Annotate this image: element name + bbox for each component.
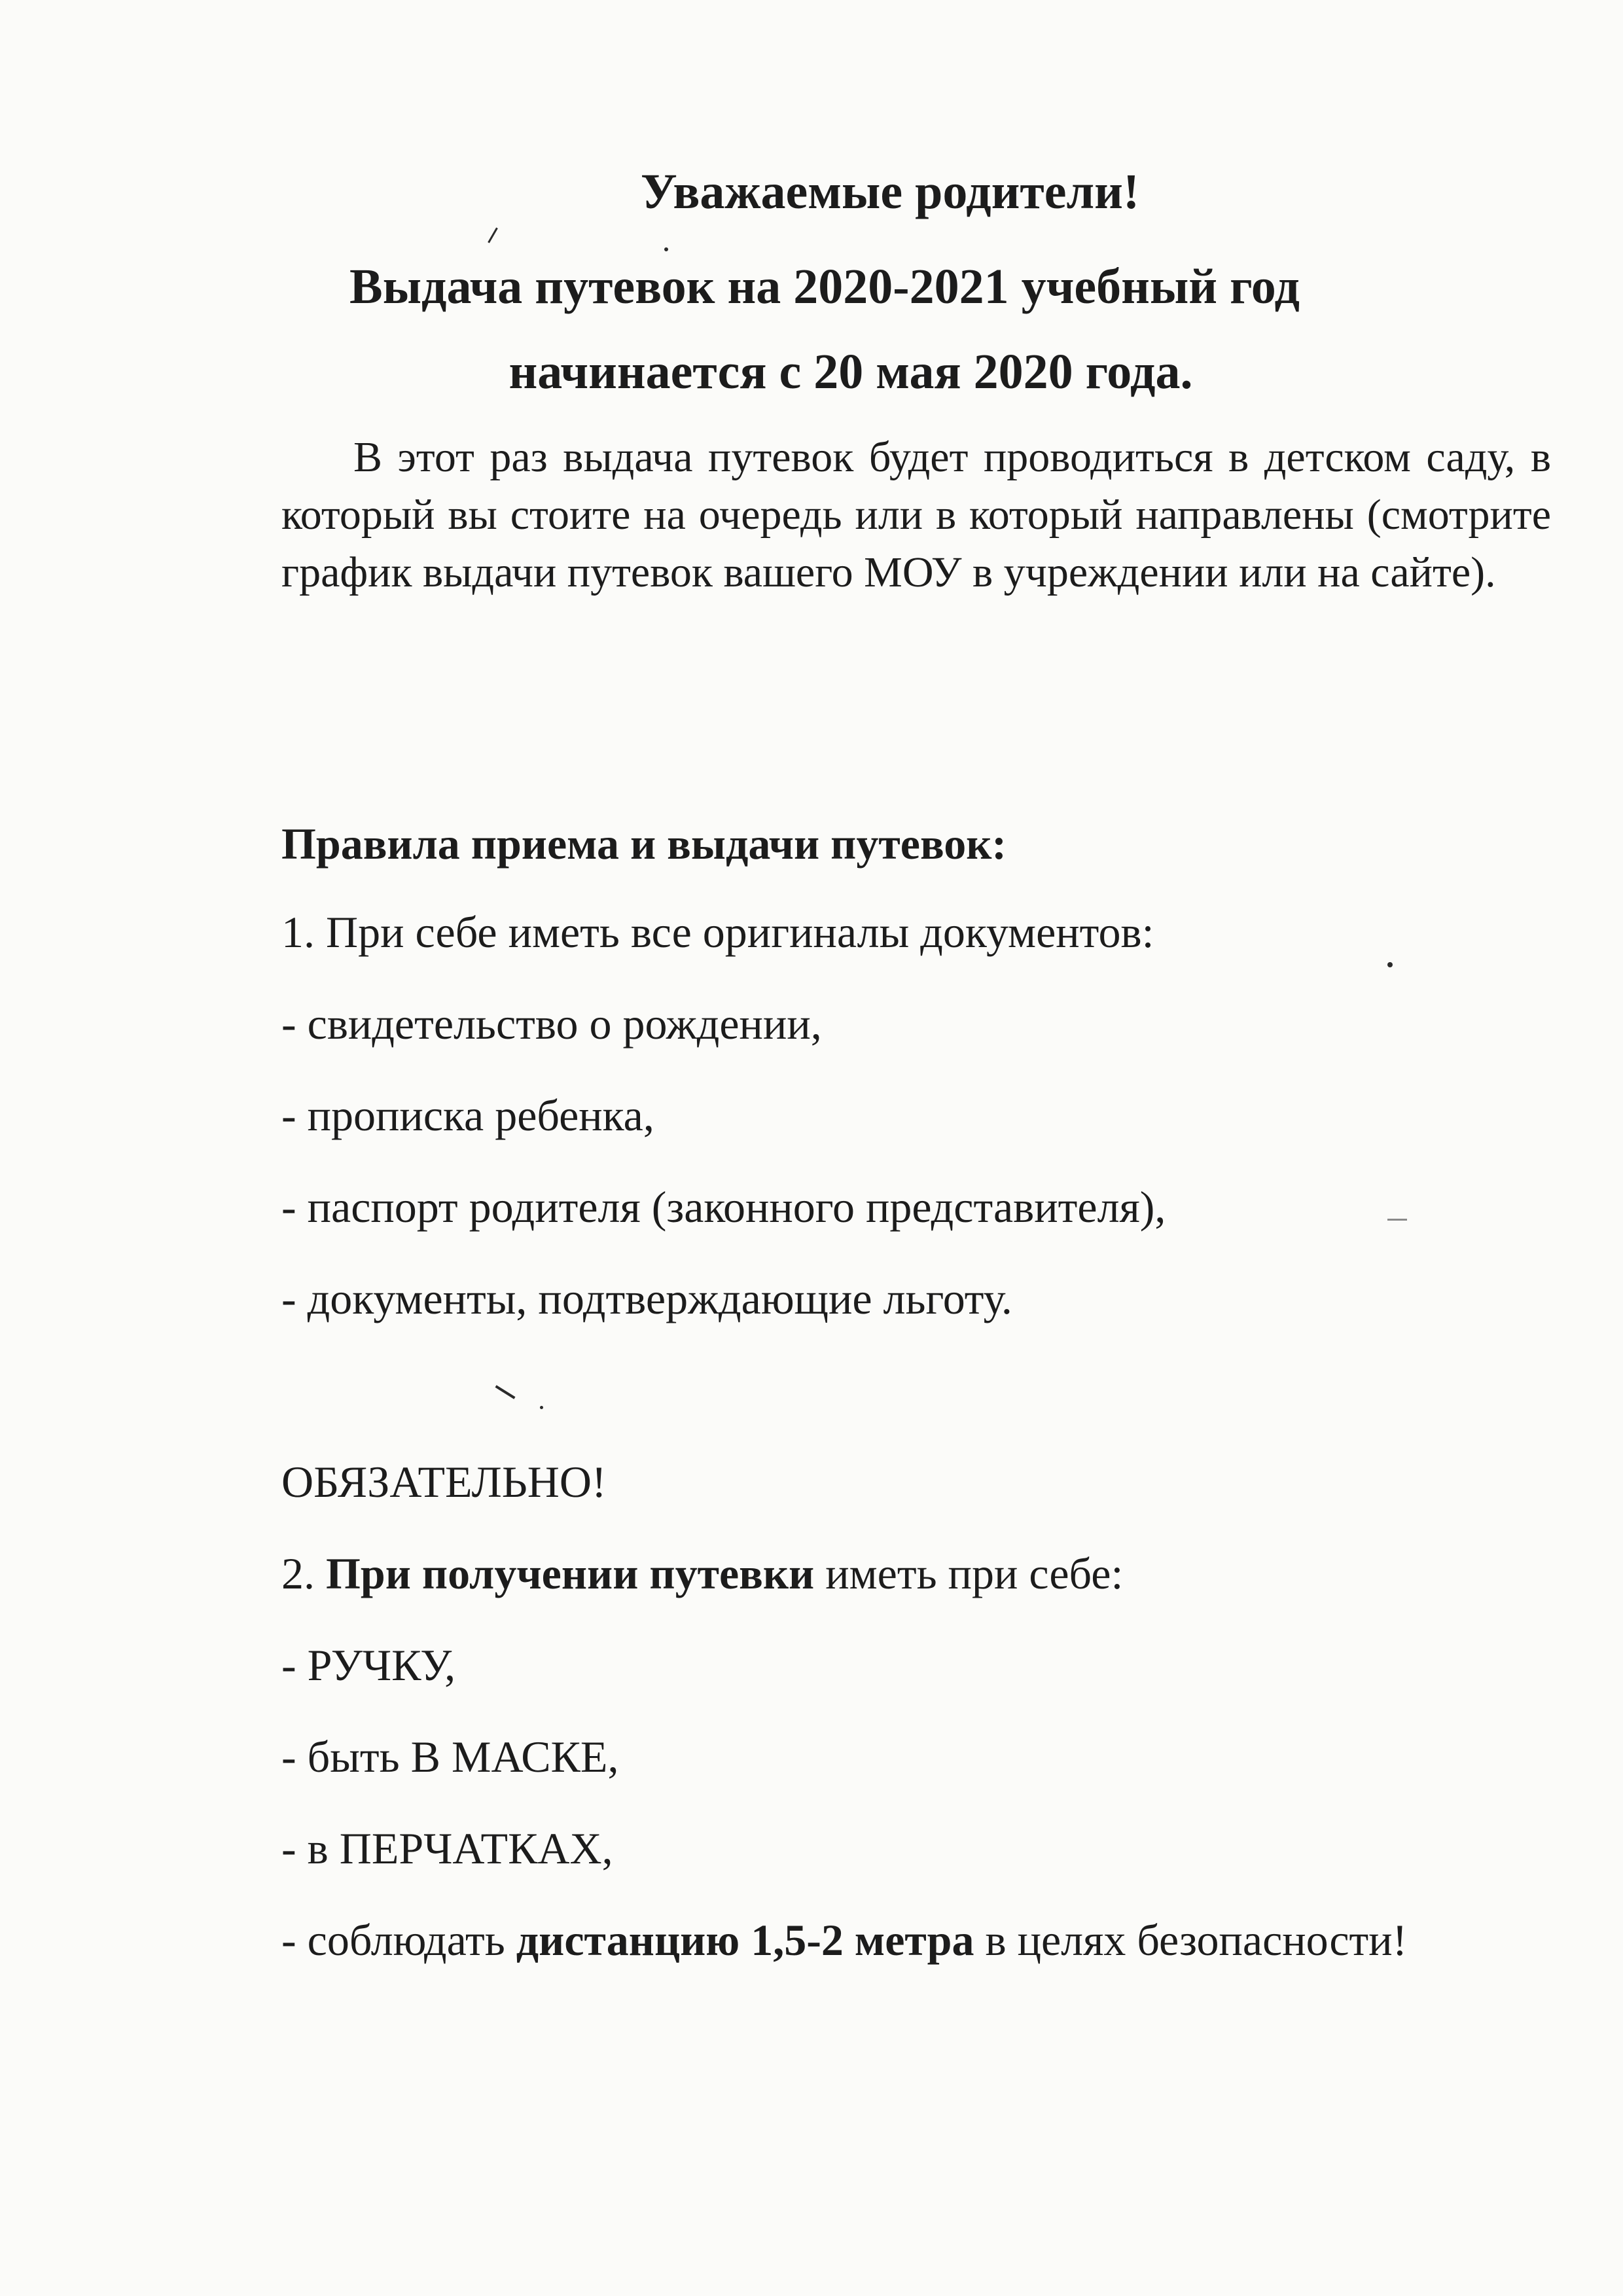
document-item: - свидетельство о рождении, — [281, 999, 822, 1049]
distance-requirement — [281, 1915, 1408, 1965]
item-2-bold: При получении путевки — [326, 1549, 815, 1598]
rules-item-1: 1. При себе иметь все оригиналы документов: — [281, 907, 1154, 957]
distance-prefix: - соблюдать — [281, 1915, 516, 1965]
requirement-item: - в ПЕРЧАТКАХ, — [281, 1823, 613, 1873]
scan-stroke — [1387, 1219, 1407, 1221]
rules-item-2 — [281, 1551, 1123, 1596]
intro-paragraph: В этот раз выдача путевок будет проводиться в детском саду, в который вы стоите на очередь или в который направлены (смотрите график выдачи путевок вашего МОУ в учреждении или на сайте). — [281, 433, 1551, 596]
document-item: - паспорт родителя (законного представителя), — [281, 1182, 1166, 1232]
distance-suffix: в целях безопасности! — [974, 1915, 1408, 1965]
requirement-item: - РУЧКУ, — [281, 1640, 456, 1690]
scan-speck — [664, 247, 668, 251]
rules-title: Правила приема и выдачи путевок: — [281, 819, 1007, 869]
requirement-item: - быть В МАСКЕ, — [281, 1732, 619, 1782]
scan-speck — [1387, 962, 1393, 967]
scan-stroke — [495, 1385, 516, 1399]
document-item: - документы, подтверждающие льготу. — [281, 1274, 1012, 1323]
scan-stroke — [488, 227, 498, 243]
document-item: - прописка ребенка, — [281, 1090, 654, 1140]
item-2-suffix: иметь при себе: — [814, 1549, 1124, 1598]
mandatory-label: ОБЯЗАТЕЛЬНО! — [281, 1457, 607, 1507]
headline-line-1: Выдача путевок на 2020-2021 учебный год — [349, 259, 1300, 314]
item-2-prefix: 2. — [281, 1549, 326, 1598]
distance-bold: дистанцию 1,5-2 метра — [516, 1915, 974, 1965]
greeting-heading: Уважаемые родители! — [640, 164, 1140, 219]
scan-speck — [540, 1406, 543, 1409]
headline-line-2: начинается с 20 мая 2020 года. — [508, 344, 1193, 399]
